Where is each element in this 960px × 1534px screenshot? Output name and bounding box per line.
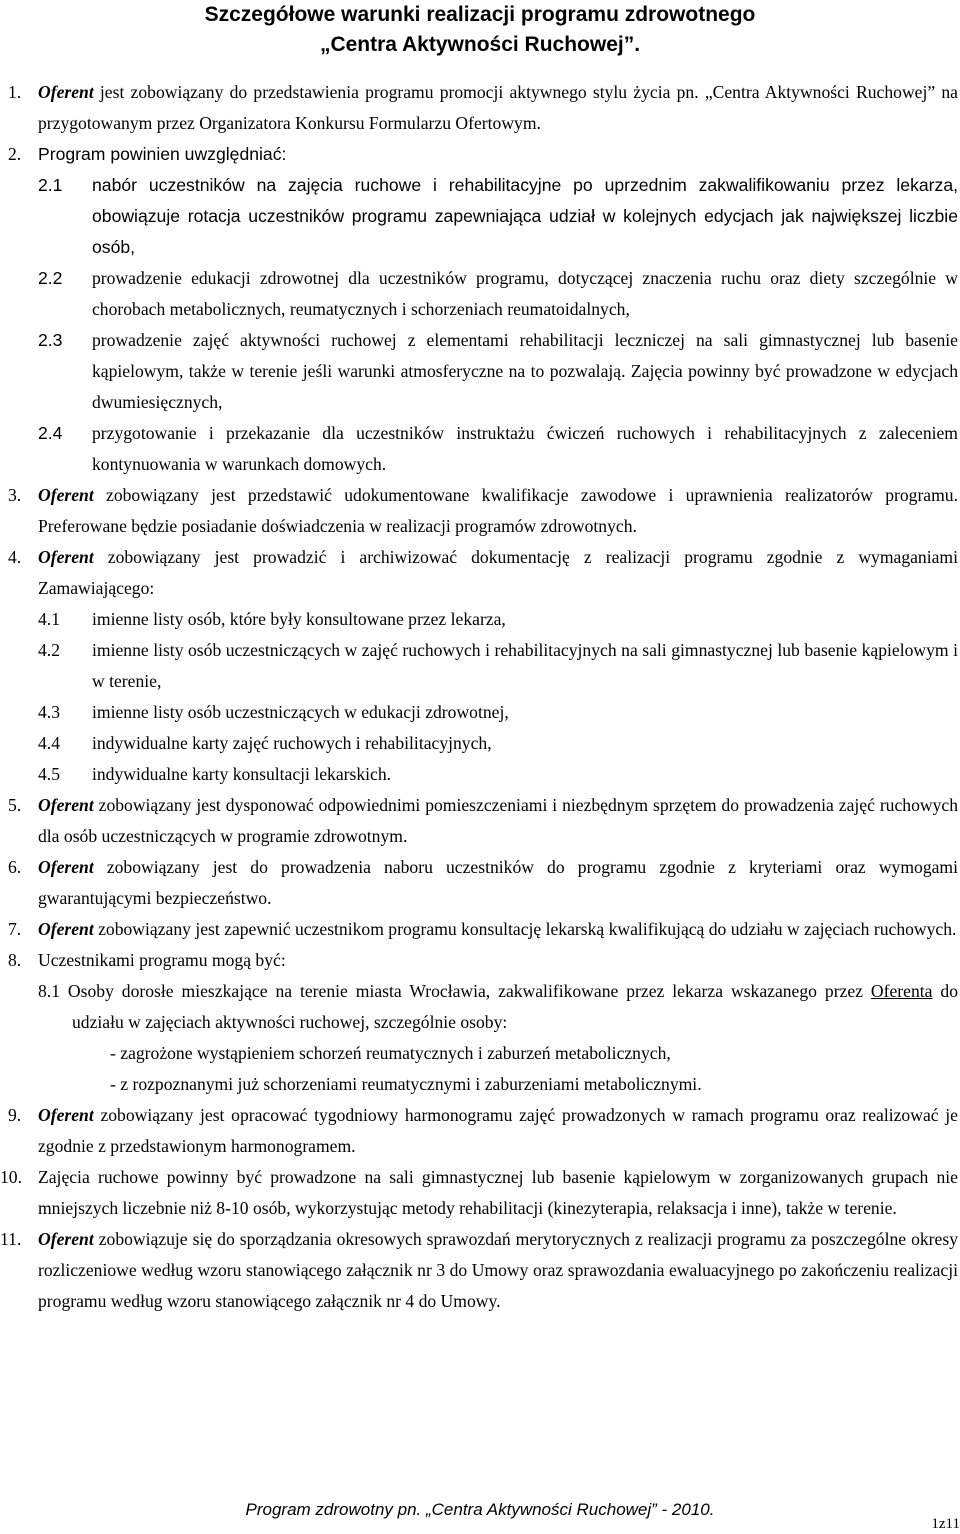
list-item-4 bbox=[0, 542, 960, 604]
list-item-9 bbox=[0, 1100, 960, 1162]
oferent-label: Oferent bbox=[38, 547, 94, 567]
list-item-4-2 bbox=[0, 635, 960, 697]
list-item-2 bbox=[0, 139, 960, 170]
item-text: przygotowanie i przekazanie dla uczestników instruktażu ćwiczeń ruchowych i rehabilitacyjnych z zaleceniem kontynuowania w warunkach domowych. bbox=[92, 423, 958, 474]
item-number: 2.4 bbox=[38, 423, 63, 443]
list-item-5 bbox=[0, 790, 960, 852]
list-item-3 bbox=[0, 480, 960, 542]
item-text: zobowiązany jest do prowadzenia naboru uczestników do programu zgodnie z kryteriami oraz wymogami gwarantującymi bezpieczeństwo. bbox=[38, 857, 958, 908]
item-number: 6. bbox=[8, 857, 22, 877]
oferenta-link-text: Oferenta bbox=[870, 981, 933, 1001]
document-title-line-2: „Centra Aktywności Ruchowej”. bbox=[319, 33, 641, 56]
item-text: do udziału w zajęciach aktywności ruchowej, szczególnie osoby: bbox=[72, 981, 959, 1032]
list-item-2-3 bbox=[0, 325, 960, 418]
item-number: 2. bbox=[8, 144, 22, 164]
item-text: - z rozpoznanymi już schorzeniami reumatycznymi i zaburzeniami metabolicznymi. bbox=[110, 1074, 702, 1094]
list-item-8 bbox=[0, 945, 960, 976]
oferent-label: Oferent bbox=[38, 795, 94, 815]
list-item-11 bbox=[0, 1224, 960, 1317]
item-text: - zagrożone wystąpieniem schorzeń reumatycznych i zaburzeń metabolicznych, bbox=[110, 1043, 671, 1063]
list-item-8-1-dash-2 bbox=[0, 1069, 960, 1100]
item-number: 10. bbox=[0, 1167, 22, 1187]
item-number: 5. bbox=[8, 795, 22, 815]
oferent-label: Oferent bbox=[38, 919, 94, 939]
item-text: 8.1 Osoby dorosłe mieszkające na terenie miasta Wrocławia, zakwalifikowane przez lekarza wskazanego przez bbox=[38, 981, 871, 1001]
item-number: 1. bbox=[8, 82, 22, 102]
oferent-label: Oferent bbox=[38, 1105, 94, 1125]
item-number: 4.2 bbox=[38, 640, 60, 660]
oferent-label: Oferent bbox=[38, 857, 94, 877]
list-item-2-2 bbox=[0, 263, 960, 325]
oferent-label: Oferent bbox=[38, 485, 94, 505]
item-number: 7. bbox=[8, 919, 22, 939]
item-text: zobowiązany jest przedstawić udokumentowane kwalifikacje zawodowe i uprawnienia realizatorów programu. Preferowane będzie posiadanie doświadczenia w realizacji programów zdrowotnych. bbox=[38, 485, 958, 536]
item-text: zobowiązany jest opracować tygodniowy harmonogramu zajęć prowadzonych w ramach programu oraz realizować je zgodnie z przedstawionym harmonogramem. bbox=[38, 1105, 958, 1156]
item-number: 4.3 bbox=[38, 702, 60, 722]
list-item-7 bbox=[0, 914, 960, 945]
item-number: 11. bbox=[0, 1229, 22, 1249]
page-number: 1z11 bbox=[931, 1516, 960, 1532]
list-item-8-1 bbox=[0, 976, 960, 1038]
item-text: Zajęcia ruchowe powinny być prowadzone na sali gimnastycznej lub basenie kąpielowym w zorganizowanych grupach nie mniejszych liczebnie niż 8-10 osób, wykorzystując metody rehabilitacji (kinezyterapia, relaksacja i inne), także w terenie. bbox=[38, 1167, 958, 1218]
list-item-8-1-dash-1 bbox=[0, 1038, 960, 1069]
item-number: 4.5 bbox=[38, 764, 60, 784]
list-item-4-3 bbox=[0, 697, 960, 728]
item-text: jest zobowiązany do przedstawienia programu promocji aktywnego stylu życia pn. „Centra Aktywności Ruchowej” na przygotowanym przez Organizatora Konkursu Formularzu Ofertowym. bbox=[38, 82, 958, 133]
item-text: imienne listy osób, które były konsultowane przez lekarza, bbox=[92, 609, 506, 629]
list-item-1 bbox=[0, 77, 960, 139]
document-body bbox=[0, 77, 960, 1317]
list-item-4-5 bbox=[0, 759, 960, 790]
document-title-line-1: Szczegółowe warunki realizacji programu zdrowotnego bbox=[204, 3, 756, 26]
list-item-6 bbox=[0, 852, 960, 914]
item-number: 3. bbox=[8, 485, 22, 505]
item-text: indywidualne karty konsultacji lekarskich. bbox=[92, 764, 392, 784]
list-item-10 bbox=[0, 1162, 960, 1224]
item-text: zobowiązany jest zapewnić uczestnikom programu konsultację lekarską kwalifikującą do udziału w zajęciach ruchowych. bbox=[93, 919, 957, 939]
list-item-2-1 bbox=[0, 170, 960, 263]
oferent-label: Oferent bbox=[38, 1229, 94, 1249]
item-text: zobowiązuje się do sporządzania okresowych sprawozdań merytorycznych z realizacji programu za poszczególne okresy rozliczeniowe według wzoru stanowiącego załącznik nr 3 do Umowy oraz sprawozdania ewaluacyjnego po zakończeniu realizacji programu według wzoru stanowiącego załącznik nr 4 do Umowy. bbox=[38, 1229, 958, 1311]
item-number: 2.1 bbox=[38, 175, 63, 195]
item-text: imienne listy osób uczestniczących w edukacji zdrowotnej, bbox=[92, 702, 509, 722]
item-number: 2.3 bbox=[38, 330, 63, 350]
item-text: Uczestnikami programu mogą być: bbox=[38, 950, 286, 970]
item-text: indywidualne karty zajęć ruchowych i rehabilitacyjnych, bbox=[92, 733, 492, 753]
item-text: Program powinien uwzględniać: bbox=[38, 144, 287, 164]
item-text: zobowiązany jest prowadzić i archiwizować dokumentację z realizacji programu zgodnie z wymaganiami Zamawiającego: bbox=[38, 547, 958, 598]
item-text: imienne listy osób uczestniczących w zajęć ruchowych i rehabilitacyjnych na sali gimnastycznej lub basenie kąpielowym i w terenie, bbox=[92, 640, 958, 691]
list-item-4-1 bbox=[0, 604, 960, 635]
list-item-2-4 bbox=[0, 418, 960, 480]
item-number: 4.1 bbox=[38, 609, 60, 629]
page-footer: Program zdrowotny pn. „Centra Aktywności Ruchowej” - 2010. bbox=[245, 1500, 715, 1519]
item-number: 8. bbox=[8, 950, 22, 970]
item-text: prowadzenie edukacji zdrowotnej dla uczestników programu, dotyczącej znaczenia ruchu oraz diety szczególnie w chorobach metabolicznych, reumatycznych i schorzeniach reumatoidalnych, bbox=[92, 268, 958, 319]
item-text: nabór uczestników na zajęcia ruchowe i rehabilitacyjne po uprzednim zakwalifikowaniu przez lekarza, obowiązuje rotacja uczestników programu zapewniająca udział w kolejnych edycjach jak największej liczbie osób, bbox=[92, 175, 958, 257]
item-text: zobowiązany jest dysponować odpowiednimi pomieszczeniami i niezbędnym sprzętem do prowadzenia zajęć ruchowych dla osób uczestniczących w programie zdrowotnym. bbox=[38, 795, 958, 846]
item-number: 9. bbox=[8, 1105, 22, 1125]
item-number: 4.4 bbox=[38, 733, 60, 753]
item-number: 4. bbox=[8, 547, 22, 567]
list-item-4-4 bbox=[0, 728, 960, 759]
item-text: prowadzenie zajęć aktywności ruchowej z elementami rehabilitacji leczniczej na sali gimnastycznej lub basenie kąpielowym, także w terenie jeśli warunki atmosferyczne na to pozwalają. Zajęcia powinny być prowadzone w edycjach dwumiesięcznych, bbox=[92, 330, 958, 412]
oferent-label: Oferent bbox=[38, 82, 94, 102]
item-number: 2.2 bbox=[38, 268, 63, 288]
